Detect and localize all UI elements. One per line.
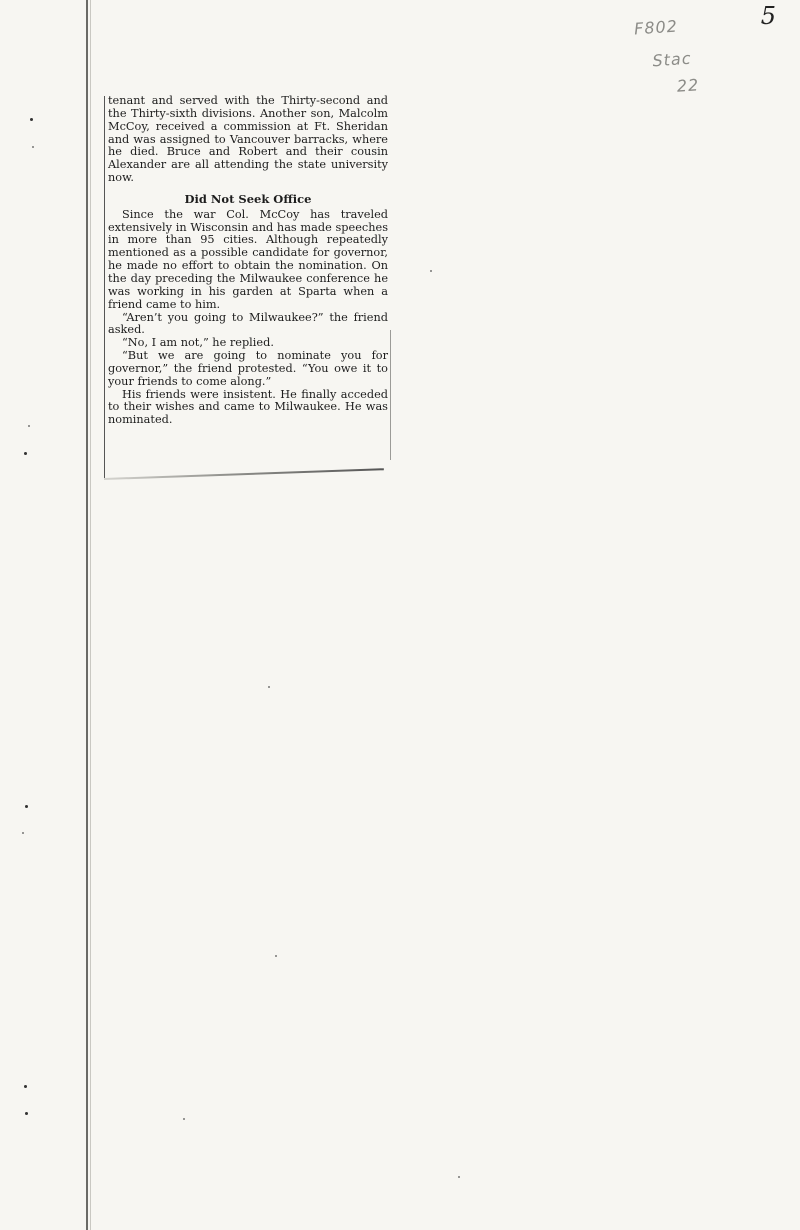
scan-speck bbox=[275, 955, 277, 957]
paragraph-2: “Aren’t you going to Milwaukee?” the friend asked. bbox=[108, 310, 388, 337]
scan-speck bbox=[32, 146, 34, 148]
scan-speck bbox=[268, 686, 270, 688]
paragraph-5: His friends were insistent. He finally acceded to their wishes and came to Milwaukee. He was nominated. bbox=[108, 387, 388, 427]
clipping-edge-right bbox=[390, 330, 391, 460]
scan-speck bbox=[22, 832, 24, 834]
scan-speck bbox=[24, 1085, 27, 1088]
scan-speck bbox=[25, 805, 28, 808]
scan-speck bbox=[430, 270, 432, 272]
pencil-note-3: 22 bbox=[676, 75, 700, 96]
paragraph-1: Since the war Col. McCoy has traveled extensively in Wisconsin and has made speeches in more than 95 cities. Although repeatedly mentioned as a possible candidate for governor, he made no effort to obtain the nomination. On the day preceding the Milwaukee conference he was working in his garden at Sparta when a friend came to him. bbox=[108, 207, 388, 311]
clipping-edge-left bbox=[104, 96, 105, 480]
scan-speck bbox=[30, 118, 33, 121]
pencil-note-2: Stac bbox=[651, 48, 693, 71]
margin-shadow-line bbox=[90, 0, 91, 1230]
paragraph-4: “But we are going to nominate you for governor,” the friend protested. “You owe it to your friends to come along.” bbox=[108, 349, 388, 388]
margin-binding-line bbox=[86, 0, 88, 1230]
scan-speck bbox=[24, 452, 27, 455]
section-heading: Did Not Seek Office bbox=[184, 191, 312, 206]
newspaper-clipping bbox=[108, 95, 388, 427]
continued-paragraph: tenant and served with the Thirty-second and the Thirty-sixth divisions. Another son, Malcolm McCoy, received a commission at Ft. Sheridan and was assigned to Vancouver barracks, where he died. Bruce and Robert and their cousin Alexander are all attending the state university now. bbox=[108, 94, 388, 185]
scan-speck bbox=[458, 1176, 460, 1178]
pencil-note-1: F802 bbox=[633, 16, 679, 39]
paragraph-3: “No, I am not,” he replied. bbox=[122, 336, 274, 350]
page-number: 5 bbox=[760, 2, 776, 30]
scan-speck bbox=[25, 1112, 28, 1115]
clipping-edge-bottom bbox=[104, 468, 384, 480]
scan-speck bbox=[28, 425, 30, 427]
scan-speck bbox=[183, 1118, 185, 1120]
